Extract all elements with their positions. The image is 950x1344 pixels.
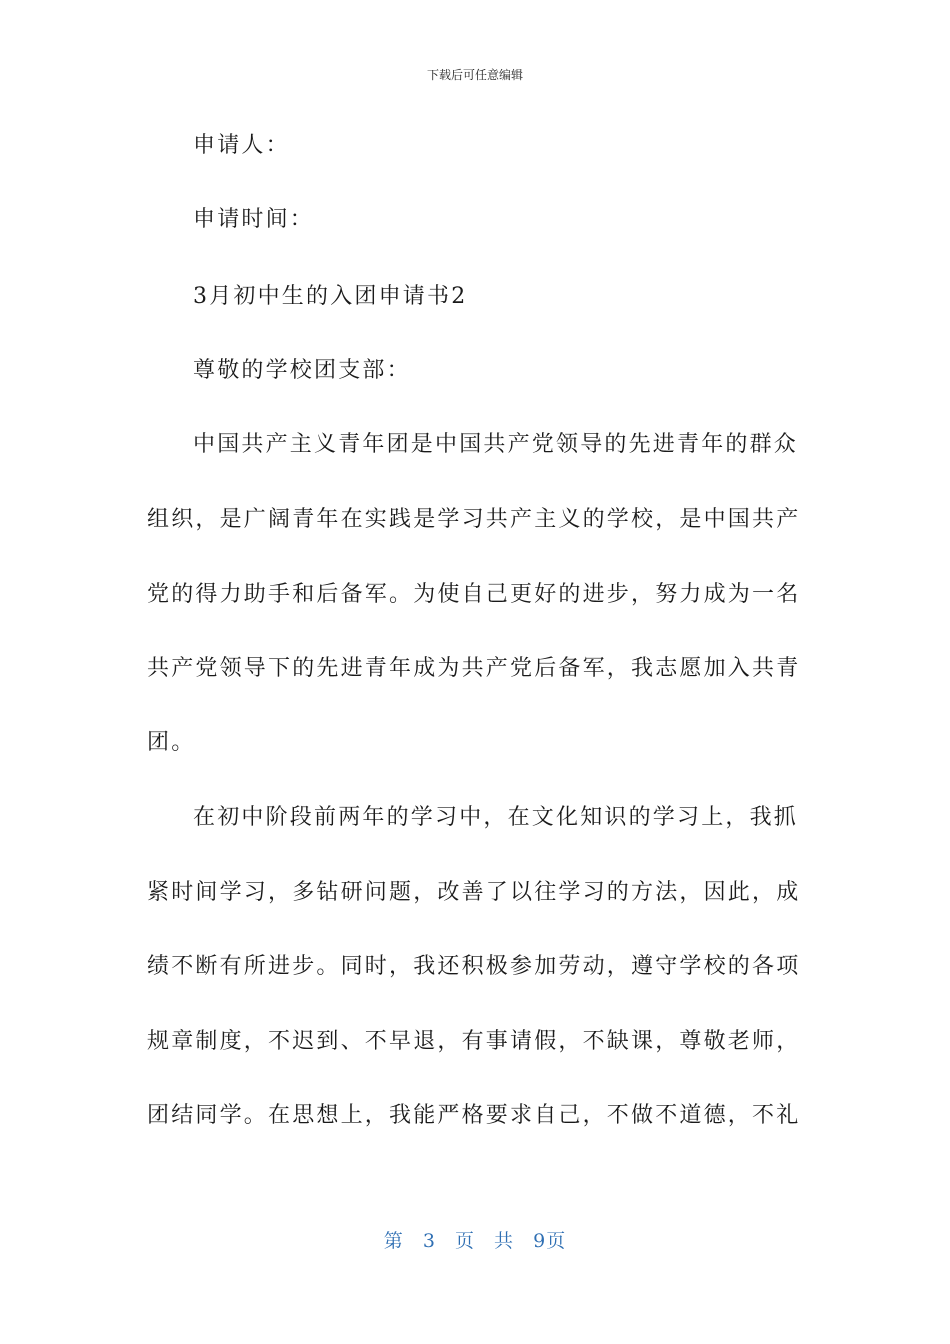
section-title: 3月初中生的入团申请书2	[193, 284, 468, 309]
apply-time-label: 申请时间：	[193, 207, 315, 232]
paragraph-line: 规章制度，不迟到、不早退，有事请假，不缺课，尊敬老师，	[147, 1029, 801, 1054]
applicant-label: 申请人：	[193, 133, 290, 158]
footer-word-ye: 页	[454, 1230, 475, 1252]
paragraph-line: 党的得力助手和后备军。为使自己更好的进步，努力成为一名	[147, 582, 801, 607]
paragraph-line: 紧时间学习，多钻研问题，改善了以往学习的方法，因此，成	[147, 880, 801, 905]
footer-total-pages: 9页	[533, 1230, 567, 1252]
paragraph-line: 绩不断有所进步。同时，我还积极参加劳动，遵守学校的各项	[147, 954, 801, 979]
footer-word-page: 第	[383, 1230, 404, 1252]
paragraph-line: 共产党领导下的先进青年成为共产党后备军，我志愿加入共青	[147, 656, 801, 681]
footer-current-page: 3	[422, 1230, 436, 1252]
paragraph-line: 在初中阶段前两年的学习中，在文化知识的学习上，我抓	[193, 805, 799, 830]
page-footer	[0, 1226, 950, 1253]
paragraph-line: 中国共产主义青年团是中国共产党领导的先进青年的群众	[193, 432, 799, 457]
paragraph-line: 组织，是广阔青年在实践是学习共产主义的学校，是中国共产	[147, 507, 801, 532]
paragraph-line: 团结同学。在思想上，我能严格要求自己，不做不道德，不礼	[147, 1103, 801, 1128]
header-note: 下载后可任意编辑	[426, 68, 523, 82]
footer-word-total: 共	[494, 1230, 515, 1252]
paragraph-line: 团。	[147, 730, 196, 755]
salutation: 尊敬的学校团支部：	[193, 358, 411, 383]
